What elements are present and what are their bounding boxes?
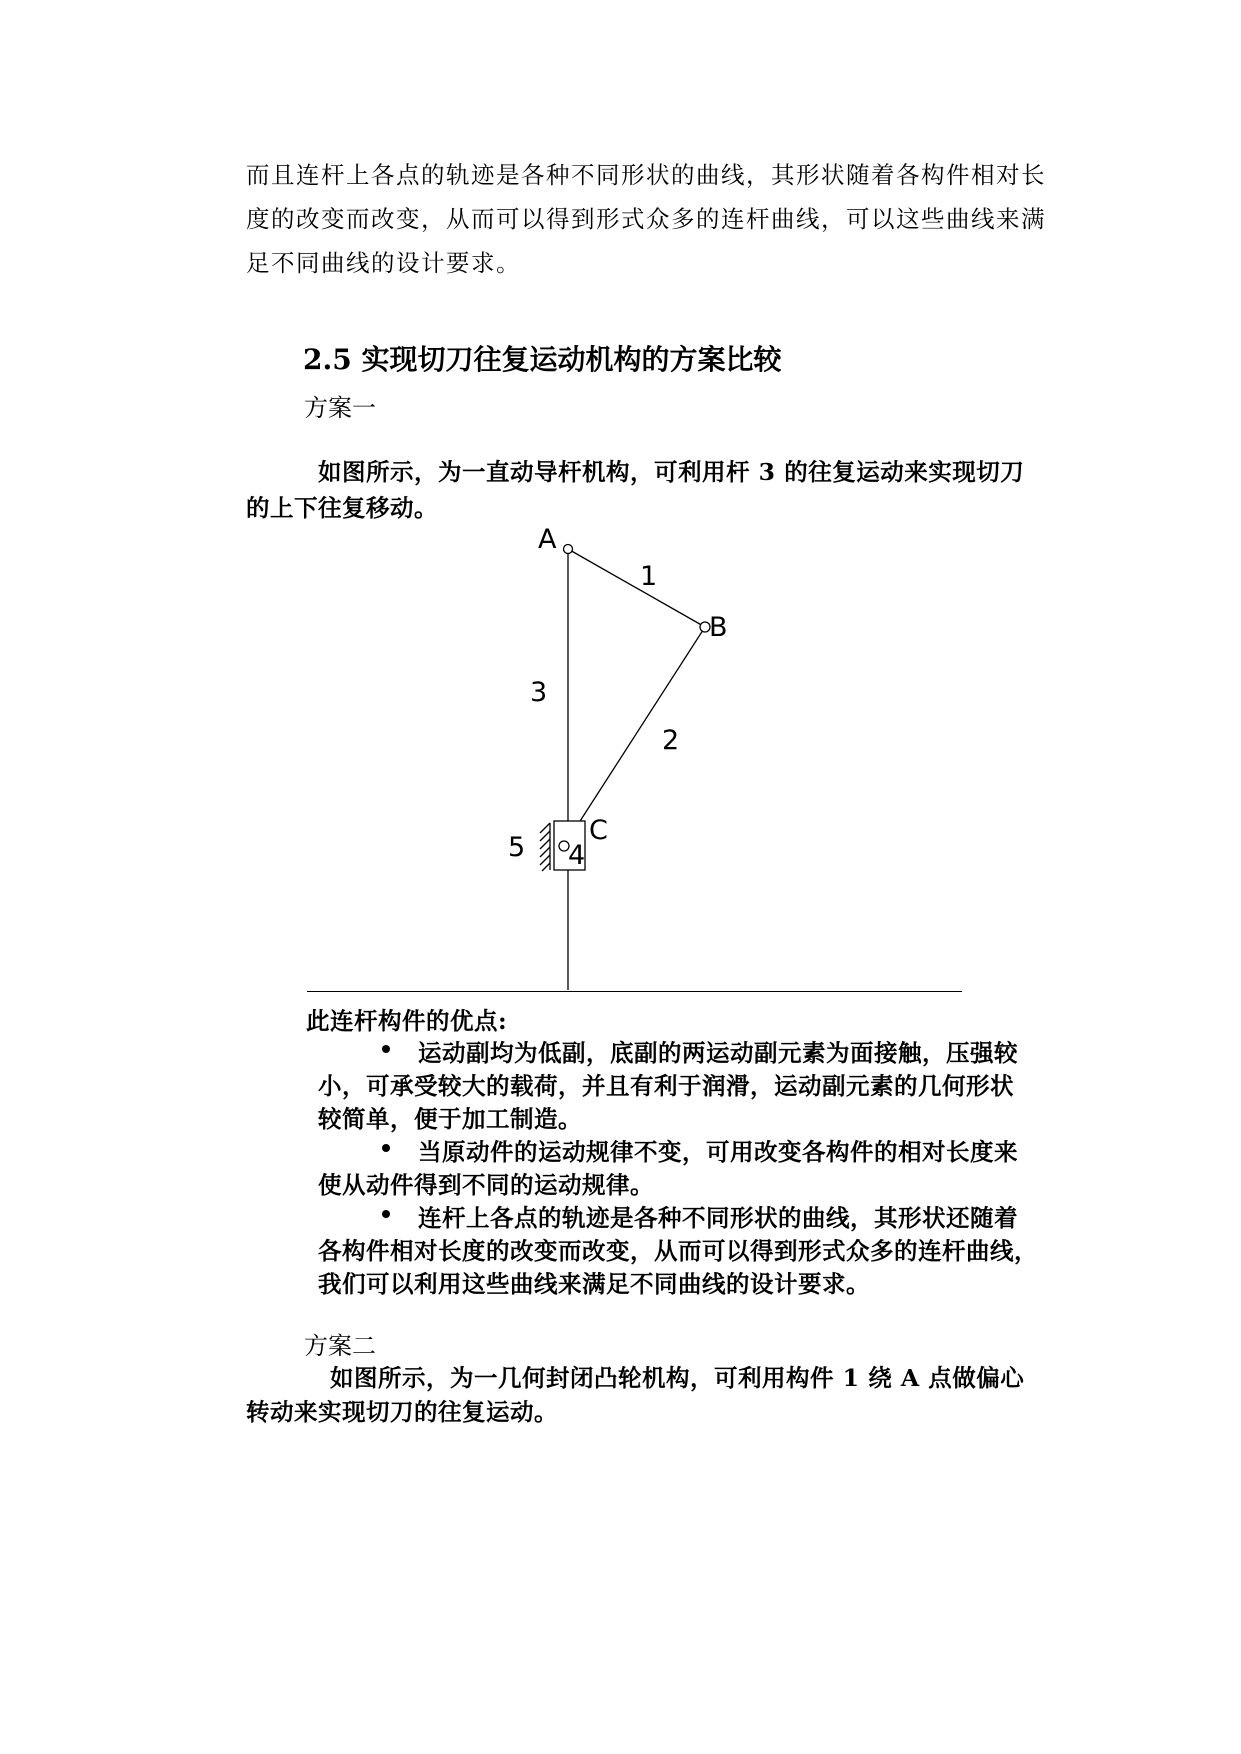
bullet-2-line-2: 使从动件得到不同的运动规律。 xyxy=(318,1171,654,1199)
label-link-2: 2 xyxy=(662,725,680,756)
intro-line-3: 足不同曲线的设计要求。 xyxy=(246,249,521,277)
link-2 xyxy=(564,627,705,846)
scheme2-desc-line-2: 转动来实现切刀的往复运动。 xyxy=(246,1398,558,1426)
mechanism-diagram xyxy=(500,515,780,990)
bullet-3-line-3: 我们可以利用这些曲线来满足不同曲线的设计要求。 xyxy=(318,1270,870,1298)
label-link-3: 3 xyxy=(530,677,548,708)
scheme1-desc-line-2: 的上下往复移动。 xyxy=(246,494,438,522)
figure-baseline xyxy=(307,991,962,992)
link-1 xyxy=(568,549,705,627)
label-a: A xyxy=(538,524,557,555)
intro-line-2: 度的改变而改变，从而可以得到形式众多的连杆曲线，可以这些曲线来满 xyxy=(246,205,1046,233)
scheme2-desc-line-1: 如图所示，为一几何封闭凸轮机构，可利用构件 1 绕 A 点做偏心 xyxy=(330,1364,1025,1392)
label-link-1: 1 xyxy=(640,561,658,592)
intro-line-1: 而且连杆上各点的轨迹是各种不同形状的曲线，其形状随着各构件相对长 xyxy=(246,161,1046,189)
scheme1-heading: 方案一 xyxy=(304,394,376,422)
bullet-1-line-2: 小，可承受较大的载荷，并且有利于润滑，运动副元素的几何形状 xyxy=(318,1072,1014,1100)
label-link-4: 4 xyxy=(568,840,586,871)
bullet-3-line-2: 各构件相对长度的改变而改变，从而可以得到形式众多的连杆曲线， xyxy=(318,1237,1038,1265)
scheme2-heading: 方案二 xyxy=(304,1332,376,1360)
section-title: 2.5 实现切刀往复运动机构的方案比较 xyxy=(303,343,782,376)
bullet-1-line-1: 运动副均为低副，底副的两运动副元素为面接触，压强较 xyxy=(418,1039,1018,1067)
bullet-3-dot xyxy=(382,1210,390,1218)
bullet-2-line-1: 当原动件的运动规律不变，可用改变各构件的相对长度来 xyxy=(418,1138,1018,1166)
scheme1-desc-line-1: 如图所示，为一直动导杆机构，可利用杆 3 的往复运动来实现切刀 xyxy=(318,458,1025,486)
label-c: C xyxy=(589,815,608,846)
label-b: B xyxy=(709,612,728,643)
joint-a xyxy=(564,545,573,554)
bullet-3-line-1: 连杆上各点的轨迹是各种不同形状的曲线，其形状还随着 xyxy=(418,1204,1018,1232)
bullet-2-dot xyxy=(382,1144,390,1152)
bullet-1-line-3: 较简单，便于加工制造。 xyxy=(318,1105,582,1133)
advantages-heading: 此连杆构件的优点: xyxy=(306,1007,508,1035)
bullet-1-dot xyxy=(382,1045,390,1053)
label-frame-5: 5 xyxy=(508,832,526,863)
